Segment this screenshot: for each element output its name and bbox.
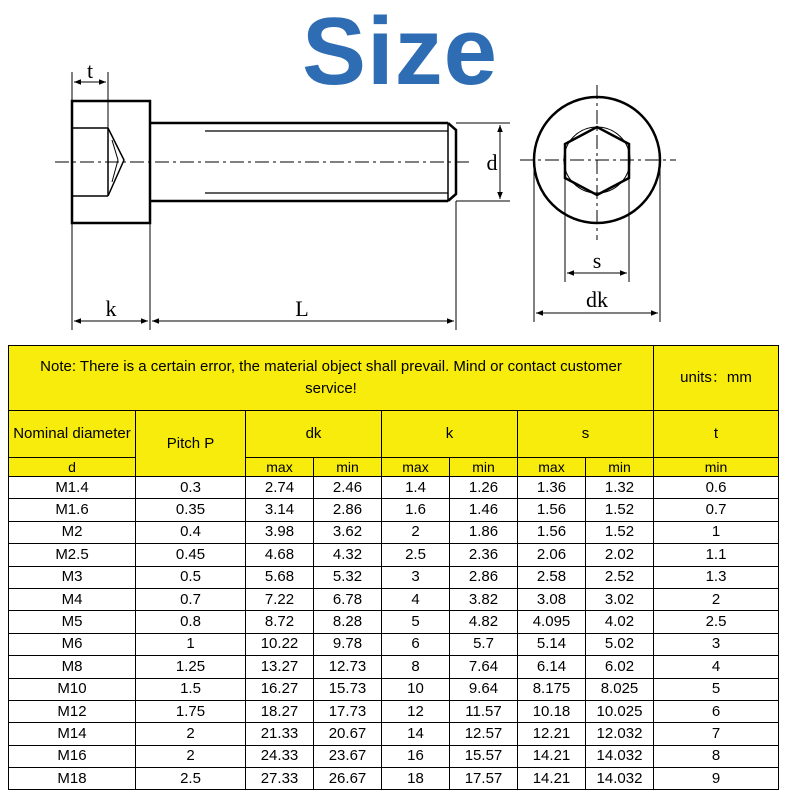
- cell-s-max: 14.21: [518, 745, 586, 767]
- cell-s-max: 1.36: [518, 477, 586, 499]
- cell-s-max: 2.06: [518, 544, 586, 566]
- header-s-min: min: [586, 458, 654, 477]
- screw-side-view: [55, 101, 470, 223]
- dimension-label-s: s: [592, 248, 602, 273]
- table-row: [9, 768, 779, 790]
- cell-dk-min: 8.28: [314, 611, 382, 633]
- units-cell: units：mm: [654, 346, 779, 411]
- cell-t-min: 4: [654, 656, 779, 678]
- cell-s-max: 6.14: [518, 656, 586, 678]
- table-row: [9, 566, 779, 588]
- cell-nominal: M1.4: [9, 477, 136, 499]
- table-row: [9, 700, 779, 722]
- cell-k-min: 1.26: [450, 477, 518, 499]
- cell-pitch: 1.75: [136, 700, 246, 722]
- note-text: Note: There is a certain error, the material object shall prevail. Mind or contact customer service!: [40, 358, 622, 397]
- cell-s-min: 2.02: [586, 544, 654, 566]
- cell-k-max: 1.4: [382, 477, 450, 499]
- cell-nominal: M4: [9, 588, 136, 610]
- cell-dk-min: 4.32: [314, 544, 382, 566]
- cell-s-min: 14.032: [586, 768, 654, 790]
- cell-dk-min: 5.32: [314, 566, 382, 588]
- dimension-label-d: d: [486, 150, 498, 175]
- cell-dk-min: 9.78: [314, 633, 382, 655]
- cell-k-min: 5.7: [450, 633, 518, 655]
- cell-t-min: 9: [654, 768, 779, 790]
- header-t: t: [654, 411, 779, 458]
- dimension-label-dk: dk: [586, 287, 608, 312]
- cell-nominal: M8: [9, 656, 136, 678]
- dimension-k-l: [72, 201, 456, 330]
- cell-dk-min: 6.78: [314, 588, 382, 610]
- cell-t-min: 3: [654, 633, 779, 655]
- table-row: [9, 745, 779, 767]
- cell-dk-max: 4.68: [246, 544, 314, 566]
- cell-dk-max: 3.98: [246, 521, 314, 543]
- cell-dk-max: 24.33: [246, 745, 314, 767]
- cell-k-max: 6: [382, 633, 450, 655]
- cell-dk-min: 23.67: [314, 745, 382, 767]
- cell-s-min: 12.032: [586, 723, 654, 745]
- cell-k-min: 2.86: [450, 566, 518, 588]
- dimension-label-l: L: [295, 296, 309, 321]
- cell-dk-min: 26.67: [314, 768, 382, 790]
- cell-dk-max: 5.68: [246, 566, 314, 588]
- header-nominal-diameter: Nominal diameter: [9, 411, 136, 458]
- cell-nominal: M3: [9, 566, 136, 588]
- cell-dk-min: 15.73: [314, 678, 382, 700]
- cell-s-min: 8.025: [586, 678, 654, 700]
- size-spec-table: [8, 345, 779, 790]
- header-k-max: max: [382, 458, 450, 477]
- cell-dk-max: 7.22: [246, 588, 314, 610]
- cell-k-max: 10: [382, 678, 450, 700]
- cell-dk-min: 12.73: [314, 656, 382, 678]
- cell-dk-max: 18.27: [246, 700, 314, 722]
- cell-nominal: M16: [9, 745, 136, 767]
- cell-s-min: 1.32: [586, 477, 654, 499]
- header-dk: dk: [246, 411, 382, 458]
- cell-pitch: 1.5: [136, 678, 246, 700]
- cell-k-max: 1.6: [382, 499, 450, 521]
- cell-t-min: 0.7: [654, 499, 779, 521]
- header-d: d: [9, 458, 136, 477]
- dimension-label-k: k: [105, 296, 117, 321]
- cell-s-max: 2.58: [518, 566, 586, 588]
- cell-k-max: 5: [382, 611, 450, 633]
- cell-s-min: 2.52: [586, 566, 654, 588]
- cell-s-max: 3.08: [518, 588, 586, 610]
- cell-k-min: 12.57: [450, 723, 518, 745]
- cell-pitch: 0.7: [136, 588, 246, 610]
- cell-pitch: 1.25: [136, 656, 246, 678]
- cell-k-min: 3.82: [450, 588, 518, 610]
- cell-k-min: 9.64: [450, 678, 518, 700]
- cell-k-max: 2: [382, 521, 450, 543]
- cell-k-max: 2.5: [382, 544, 450, 566]
- cell-s-max: 5.14: [518, 633, 586, 655]
- cell-k-max: 4: [382, 588, 450, 610]
- cell-pitch: 0.4: [136, 521, 246, 543]
- cell-s-min: 14.032: [586, 745, 654, 767]
- table-row: [9, 544, 779, 566]
- cell-pitch: 2.5: [136, 768, 246, 790]
- cell-t-min: 0.6: [654, 477, 779, 499]
- table-row: [9, 477, 779, 499]
- dimension-label-t: t: [86, 58, 94, 83]
- cell-k-min: 2.36: [450, 544, 518, 566]
- cell-k-min: 17.57: [450, 768, 518, 790]
- cell-nominal: M5: [9, 611, 136, 633]
- cell-pitch: 0.3: [136, 477, 246, 499]
- header-dk-min: min: [314, 458, 382, 477]
- cell-nominal: M2.5: [9, 544, 136, 566]
- cell-k-max: 3: [382, 566, 450, 588]
- cell-nominal: M6: [9, 633, 136, 655]
- cell-nominal: M14: [9, 723, 136, 745]
- cell-k-max: 8: [382, 656, 450, 678]
- cell-s-max: 14.21: [518, 768, 586, 790]
- table-row: [9, 656, 779, 678]
- cell-t-min: 8: [654, 745, 779, 767]
- cell-s-max: 8.175: [518, 678, 586, 700]
- cell-pitch: 0.45: [136, 544, 246, 566]
- cell-k-max: 18: [382, 768, 450, 790]
- cell-k-min: 15.57: [450, 745, 518, 767]
- cell-t-min: 6: [654, 700, 779, 722]
- table-row: [9, 678, 779, 700]
- cell-s-min: 1.52: [586, 521, 654, 543]
- cell-t-min: 7: [654, 723, 779, 745]
- note-cell: [9, 346, 654, 411]
- header-t-min: min: [654, 458, 779, 477]
- table-row: [9, 633, 779, 655]
- cell-dk-max: 21.33: [246, 723, 314, 745]
- table-row: [9, 521, 779, 543]
- cell-k-max: 12: [382, 700, 450, 722]
- cell-nominal: M1.6: [9, 499, 136, 521]
- cell-dk-max: 13.27: [246, 656, 314, 678]
- cell-s-min: 1.52: [586, 499, 654, 521]
- header-k-min: min: [450, 458, 518, 477]
- cell-nominal: M10: [9, 678, 136, 700]
- screw-end-view: [520, 85, 676, 240]
- cell-k-min: 4.82: [450, 611, 518, 633]
- cell-k-max: 14: [382, 723, 450, 745]
- cell-s-min: 5.02: [586, 633, 654, 655]
- page-title: Size: [301, 0, 499, 105]
- cell-t-min: 1.1: [654, 544, 779, 566]
- cell-nominal: M12: [9, 700, 136, 722]
- header-k: k: [382, 411, 518, 458]
- table-row: [9, 588, 779, 610]
- cell-t-min: 1.3: [654, 566, 779, 588]
- cell-dk-min: 2.46: [314, 477, 382, 499]
- cell-dk-max: 10.22: [246, 633, 314, 655]
- cell-nominal: M2: [9, 521, 136, 543]
- header-pitch: Pitch P: [136, 411, 246, 477]
- cell-k-max: 16: [382, 745, 450, 767]
- cell-s-min: 3.02: [586, 588, 654, 610]
- cell-dk-max: 27.33: [246, 768, 314, 790]
- header-s-max: max: [518, 458, 586, 477]
- cell-dk-max: 2.74: [246, 477, 314, 499]
- cell-pitch: 0.8: [136, 611, 246, 633]
- cell-s-max: 10.18: [518, 700, 586, 722]
- cell-s-max: 1.56: [518, 499, 586, 521]
- cell-dk-min: 2.86: [314, 499, 382, 521]
- cell-pitch: 2: [136, 745, 246, 767]
- cell-s-min: 6.02: [586, 656, 654, 678]
- cell-k-min: 11.57: [450, 700, 518, 722]
- cell-s-max: 1.56: [518, 521, 586, 543]
- cell-pitch: 2: [136, 723, 246, 745]
- cell-t-min: 5: [654, 678, 779, 700]
- cell-dk-min: 17.73: [314, 700, 382, 722]
- header-s: s: [518, 411, 654, 458]
- cell-dk-max: 8.72: [246, 611, 314, 633]
- cell-nominal: M18: [9, 768, 136, 790]
- cell-s-min: 10.025: [586, 700, 654, 722]
- cell-s-max: 4.095: [518, 611, 586, 633]
- cell-t-min: 1: [654, 521, 779, 543]
- cell-dk-max: 3.14: [246, 499, 314, 521]
- cell-pitch: 1: [136, 633, 246, 655]
- table-row: [9, 723, 779, 745]
- cell-k-min: 7.64: [450, 656, 518, 678]
- screw-dimension-drawing: [0, 0, 800, 345]
- cell-t-min: 2: [654, 588, 779, 610]
- cell-s-max: 12.21: [518, 723, 586, 745]
- cell-k-min: 1.46: [450, 499, 518, 521]
- cell-pitch: 0.35: [136, 499, 246, 521]
- cell-k-min: 1.86: [450, 521, 518, 543]
- table-row: [9, 611, 779, 633]
- cell-dk-max: 16.27: [246, 678, 314, 700]
- cell-dk-min: 3.62: [314, 521, 382, 543]
- table-row: [9, 499, 779, 521]
- cell-pitch: 0.5: [136, 566, 246, 588]
- cell-dk-min: 20.67: [314, 723, 382, 745]
- cell-t-min: 2.5: [654, 611, 779, 633]
- cell-s-min: 4.02: [586, 611, 654, 633]
- header-dk-max: max: [246, 458, 314, 477]
